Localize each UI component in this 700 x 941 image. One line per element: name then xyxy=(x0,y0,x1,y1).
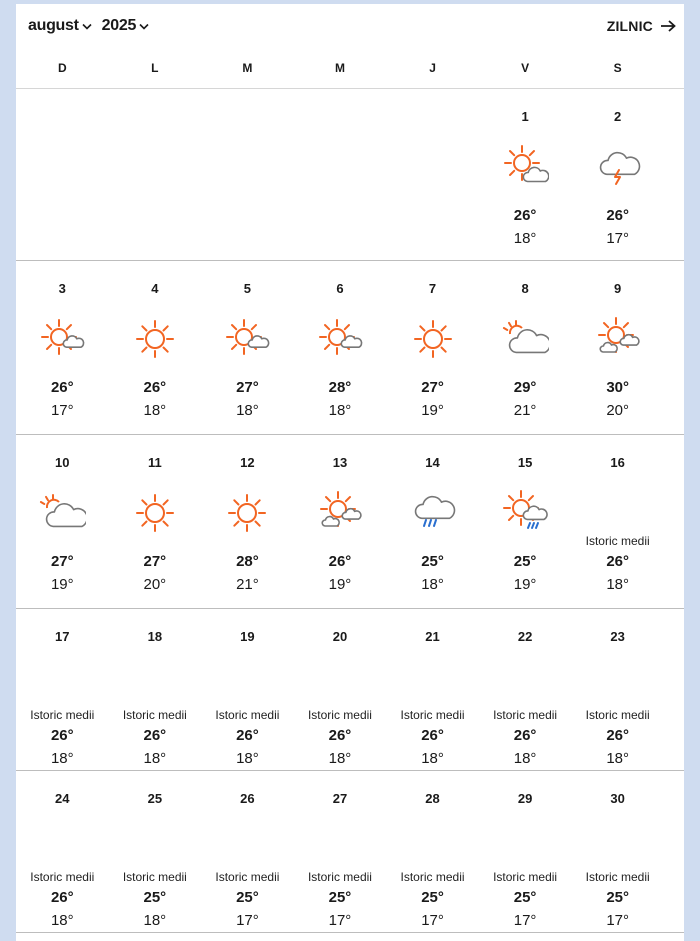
max-temperature: 25° xyxy=(513,553,537,570)
day-cell[interactable] xyxy=(571,609,664,770)
min-temperature: 20° xyxy=(606,402,629,419)
day-number: 21 xyxy=(425,629,440,644)
max-temperature: 25° xyxy=(421,553,444,570)
historical-average-label: Istoric medii xyxy=(215,708,280,722)
max-temperature: 27° xyxy=(143,553,167,570)
day-number: 14 xyxy=(425,455,440,470)
day-number: 7 xyxy=(428,281,437,296)
min-temperature: 18° xyxy=(421,576,444,593)
day-number: 26 xyxy=(240,791,255,806)
historical-average-label: Istoric medii xyxy=(585,870,650,884)
max-temperature: 26° xyxy=(236,727,259,744)
arrow-right-icon xyxy=(660,20,676,32)
min-temperature: 18° xyxy=(513,230,537,247)
day-cell[interactable] xyxy=(109,261,202,434)
thunderstorm-icon xyxy=(594,143,642,191)
historical-average-label: Istoric medii xyxy=(122,708,187,722)
weekday-label: V xyxy=(521,61,530,75)
weekday-label: M xyxy=(242,61,253,75)
calendar-grid xyxy=(16,89,684,933)
historical-average-label: Istoric medii xyxy=(493,870,558,884)
min-temperature: 21° xyxy=(513,402,537,419)
min-temperature: 18° xyxy=(236,750,259,767)
week-row xyxy=(16,771,684,933)
day-number: 30 xyxy=(610,791,625,806)
calendar-header xyxy=(16,4,684,48)
day-number: 23 xyxy=(610,629,625,644)
min-temperature: 17° xyxy=(328,912,352,929)
min-temperature: 18° xyxy=(50,750,74,767)
sun-icon xyxy=(223,489,271,537)
day-number: 13 xyxy=(332,455,348,470)
min-temperature: 17° xyxy=(421,912,444,929)
max-temperature: 26° xyxy=(513,727,537,744)
day-number: 18 xyxy=(147,629,163,644)
max-temperature: 27° xyxy=(50,553,74,570)
historical-average-label: Istoric medii xyxy=(30,870,95,884)
day-number: 1 xyxy=(521,109,529,124)
day-cell[interactable] xyxy=(109,609,202,770)
sun-rain-icon xyxy=(501,489,549,537)
day-cell[interactable] xyxy=(479,261,572,434)
max-temperature: 26° xyxy=(143,379,167,396)
day-number: 3 xyxy=(58,281,66,296)
weekday-label: J xyxy=(429,61,436,75)
historical-average-label: Istoric medii xyxy=(493,708,558,722)
historical-average-label: Istoric medii xyxy=(585,708,650,722)
historical-average-label: Istoric medii xyxy=(215,870,280,884)
historical-average-label: Istoric medii xyxy=(400,870,465,884)
sun-icon xyxy=(131,489,179,537)
day-cell[interactable] xyxy=(294,771,387,932)
min-temperature: 17° xyxy=(236,912,259,929)
day-number: 29 xyxy=(517,791,533,806)
day-number: 10 xyxy=(55,455,70,470)
empty-day-cell xyxy=(201,89,294,260)
day-number: 28 xyxy=(425,791,440,806)
month-selector[interactable] xyxy=(28,17,92,35)
cloud-sun-icon xyxy=(501,315,549,363)
weekday-label: S xyxy=(613,61,622,75)
max-temperature: 26° xyxy=(50,727,74,744)
sun-small-cloud-icon xyxy=(223,315,271,363)
day-cell[interactable] xyxy=(201,435,294,608)
historical-average-label: Istoric medii xyxy=(307,870,372,884)
day-cell[interactable] xyxy=(479,89,572,260)
max-temperature: 25° xyxy=(513,889,537,906)
day-number: 24 xyxy=(55,791,70,806)
min-temperature: 18° xyxy=(606,576,629,593)
min-temperature: 18° xyxy=(606,750,629,767)
min-temperature: 18° xyxy=(328,750,352,767)
min-temperature: 18° xyxy=(421,750,444,767)
day-number: 16 xyxy=(610,455,625,470)
day-number: 17 xyxy=(55,629,70,644)
day-number: 12 xyxy=(240,455,255,470)
day-number: 9 xyxy=(614,281,622,296)
day-cell[interactable] xyxy=(109,771,202,932)
daily-view-link[interactable] xyxy=(607,18,676,34)
empty-day-cell xyxy=(386,89,479,260)
max-temperature: 27° xyxy=(236,379,259,396)
max-temperature: 26° xyxy=(606,207,629,224)
min-temperature: 18° xyxy=(143,912,167,929)
max-temperature: 27° xyxy=(421,379,444,396)
empty-day-cell xyxy=(109,89,202,260)
day-number: 11 xyxy=(147,455,162,470)
day-cell[interactable] xyxy=(294,609,387,770)
max-temperature: 25° xyxy=(421,889,444,906)
day-number: 15 xyxy=(517,455,533,470)
day-cell[interactable] xyxy=(201,609,294,770)
day-cell[interactable] xyxy=(386,609,479,770)
min-temperature: 17° xyxy=(50,402,74,419)
day-cell[interactable] xyxy=(201,771,294,932)
historical-average-label: Istoric medii xyxy=(30,708,95,722)
max-temperature: 29° xyxy=(513,379,537,396)
chevron-down-icon xyxy=(139,23,149,30)
day-cell[interactable] xyxy=(479,771,572,932)
year-selector[interactable] xyxy=(102,17,149,35)
day-cell[interactable] xyxy=(386,261,479,434)
max-temperature: 25° xyxy=(236,889,259,906)
sun-cloud-icon xyxy=(501,143,549,191)
week-row xyxy=(16,261,684,435)
max-temperature: 26° xyxy=(328,727,352,744)
max-temperature: 28° xyxy=(328,379,352,396)
min-temperature: 18° xyxy=(328,402,352,419)
max-temperature: 26° xyxy=(50,379,74,396)
historical-average-label: Istoric medii xyxy=(122,870,187,884)
day-number: 22 xyxy=(517,629,533,644)
day-cell[interactable] xyxy=(571,771,664,932)
day-number: 20 xyxy=(332,629,348,644)
day-cell[interactable] xyxy=(16,609,109,770)
day-cell[interactable] xyxy=(571,435,664,608)
week-row xyxy=(16,89,684,261)
day-cell[interactable] xyxy=(386,771,479,932)
day-cell[interactable] xyxy=(479,609,572,770)
cloud-sun-icon xyxy=(38,489,86,537)
calendar-panel xyxy=(16,4,684,941)
sun-small-cloud-icon xyxy=(38,315,86,363)
day-number: 2 xyxy=(614,109,622,124)
chevron-down-icon xyxy=(82,23,92,30)
max-temperature: 28° xyxy=(236,553,259,570)
day-cell[interactable] xyxy=(294,435,387,608)
min-temperature: 19° xyxy=(513,576,537,593)
weekday-label: D xyxy=(57,61,67,75)
max-temperature: 26° xyxy=(328,553,352,570)
sun-icon xyxy=(131,315,179,363)
day-cell[interactable] xyxy=(109,435,202,608)
min-temperature: 17° xyxy=(606,912,629,929)
min-temperature: 17° xyxy=(513,912,537,929)
day-cell[interactable] xyxy=(571,89,664,260)
weekday-header-row xyxy=(16,48,684,89)
month-year-selectors xyxy=(28,17,149,35)
min-temperature: 17° xyxy=(606,230,629,247)
max-temperature: 26° xyxy=(513,207,537,224)
historical-average-label: Istoric medii xyxy=(585,534,650,548)
day-number: 25 xyxy=(147,791,163,806)
min-temperature: 19° xyxy=(50,576,74,593)
max-temperature: 26° xyxy=(606,727,629,744)
year-label: 2025 xyxy=(101,17,137,34)
max-temperature: 26° xyxy=(606,553,629,570)
min-temperature: 19° xyxy=(328,576,352,593)
historical-average-label: Istoric medii xyxy=(400,708,465,722)
day-cell[interactable] xyxy=(201,261,294,434)
max-temperature: 26° xyxy=(143,727,167,744)
day-cell[interactable] xyxy=(294,261,387,434)
min-temperature: 20° xyxy=(143,576,167,593)
max-temperature: 25° xyxy=(606,889,629,906)
sun-small-cloud-icon xyxy=(316,315,364,363)
week-row xyxy=(16,435,684,609)
historical-average-label: Istoric medii xyxy=(307,708,372,722)
sun-icon xyxy=(409,315,457,363)
month-label: august xyxy=(28,17,79,34)
day-number: 8 xyxy=(521,281,529,296)
max-temperature: 30° xyxy=(606,379,629,396)
week-row xyxy=(16,609,684,771)
max-temperature: 26° xyxy=(421,727,444,744)
day-cell[interactable] xyxy=(479,435,572,608)
day-number: 27 xyxy=(332,791,348,806)
day-number: 19 xyxy=(240,629,255,644)
max-temperature: 25° xyxy=(143,889,167,906)
max-temperature: 26° xyxy=(50,889,74,906)
sun-clouds-icon xyxy=(316,489,364,537)
weekday-label: M xyxy=(334,61,345,75)
day-number: 5 xyxy=(243,281,252,296)
min-temperature: 18° xyxy=(236,402,259,419)
daily-view-label: ZILNIC xyxy=(606,18,653,34)
day-cell[interactable] xyxy=(16,435,109,608)
day-cell[interactable] xyxy=(571,261,664,434)
min-temperature: 19° xyxy=(421,402,444,419)
min-temperature: 18° xyxy=(513,750,537,767)
day-number: 4 xyxy=(151,281,159,296)
empty-day-cell xyxy=(16,89,109,260)
day-cell[interactable] xyxy=(386,435,479,608)
min-temperature: 21° xyxy=(236,576,259,593)
rain-cloud-icon xyxy=(409,489,457,537)
empty-day-cell xyxy=(294,89,387,260)
min-temperature: 18° xyxy=(143,750,167,767)
max-temperature: 25° xyxy=(328,889,352,906)
min-temperature: 18° xyxy=(50,912,74,929)
weekday-label: L xyxy=(151,61,159,75)
min-temperature: 18° xyxy=(143,402,167,419)
day-cell[interactable] xyxy=(16,261,109,434)
day-cell[interactable] xyxy=(16,771,109,932)
day-number: 6 xyxy=(336,281,344,296)
sun-clouds-icon xyxy=(594,315,642,363)
